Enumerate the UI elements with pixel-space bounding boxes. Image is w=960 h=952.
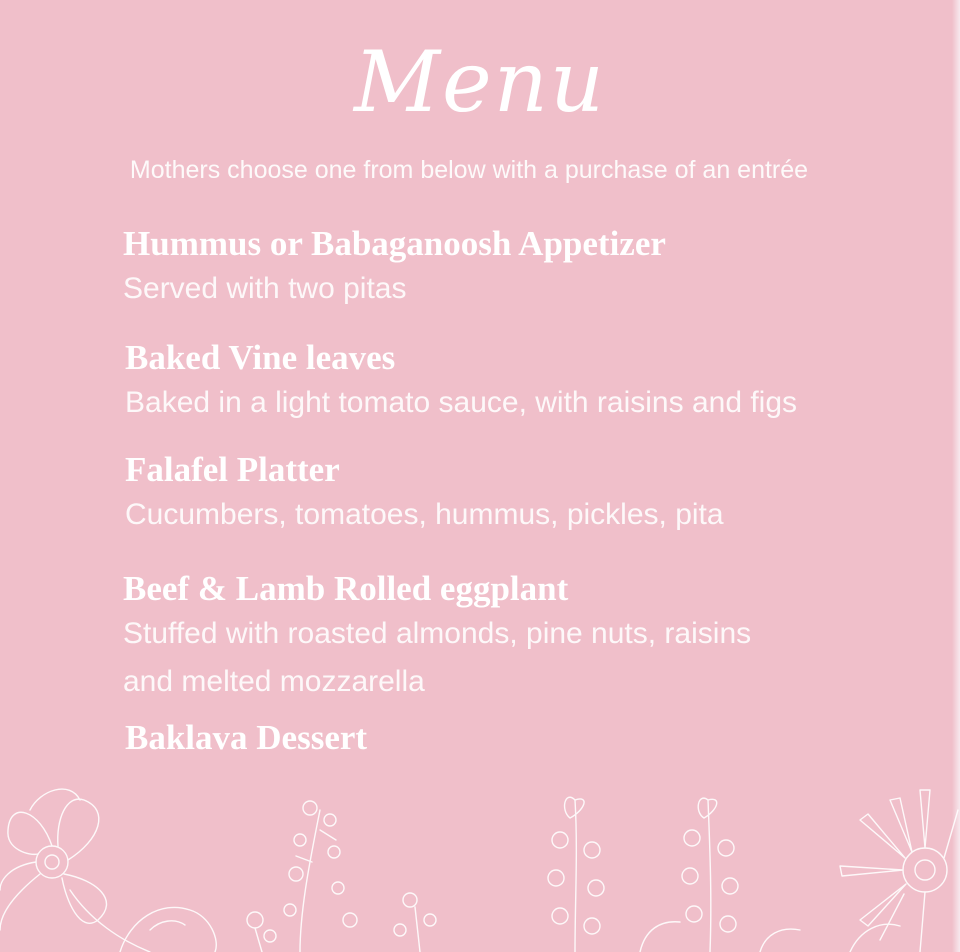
menu-item <box>125 718 367 758</box>
menu-item-description: Cucumbers, tomatoes, hummus, pickles, pita <box>125 498 724 531</box>
menu-title: Menu <box>354 33 606 131</box>
menu-item <box>125 338 797 426</box>
menu-item-name: Baked Vine leaves <box>125 338 396 377</box>
menu-item-description: Served with two pitas <box>123 272 407 305</box>
menu-item-name: Falafel Platter <box>125 450 340 489</box>
menu-item <box>123 224 666 312</box>
menu-item-name: Hummus or Babaganoosh Appetizer <box>123 224 666 263</box>
menu-subtitle: Mothers choose one from below with a purchase of an entrée <box>129 156 809 184</box>
menu-item <box>123 569 751 705</box>
menu-item-description: Stuffed with roasted almonds, pine nuts, raisins <box>123 617 752 650</box>
menu-item-name: Beef & Lamb Rolled eggplant <box>123 569 569 608</box>
menu-item <box>125 450 724 538</box>
menu-item-description-continued: and melted mozzarella <box>123 665 425 698</box>
menu-item-name: Baklava Dessert <box>125 718 368 757</box>
menu-item-description: Baked in a light tomato sauce, with raisins and figs <box>125 386 798 419</box>
floral-line-art-icon <box>0 770 960 952</box>
